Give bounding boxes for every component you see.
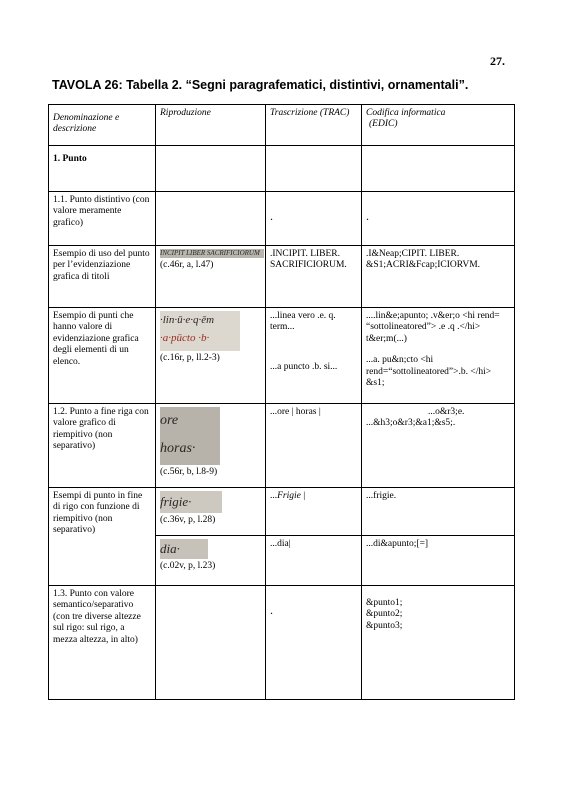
row-trac: ...ore | horas |	[266, 404, 362, 488]
row-edic: ...frigie.	[362, 488, 515, 536]
row-riproduzione	[156, 536, 266, 586]
manuscript-image	[160, 249, 264, 258]
manuscript-text: ore	[160, 413, 179, 428]
row-denominazione: 1.2. Punto a fine riga con valore grafico di riempitivo (non separativo)	[49, 404, 156, 488]
row-denominazione: 1.1. Punto distintivo (con valore meramente grafico)	[49, 192, 156, 246]
trac-italic: Frigie	[277, 491, 301, 501]
edic-line: ...&h3;o&r3;&a1;&s5;.	[366, 418, 456, 429]
header-codifica	[362, 105, 515, 146]
image-caption: (c.36v, p, l.28)	[160, 515, 216, 525]
manuscript-image	[160, 311, 240, 351]
edic-line: ....lin&e;apunto; .v&er;o <hi rend= “sottolineatored”> .e .q .</hi> t&er;m(...)	[366, 311, 500, 344]
row-trac	[266, 308, 362, 404]
table-row-section1	[49, 146, 515, 192]
table-header-row	[49, 105, 515, 146]
row-denominazione: Esempio di punti che hanno valore di evidenziazione grafica degli elementi di un elenco.	[49, 308, 156, 404]
trac-value: .	[270, 209, 273, 223]
row-riproduzione	[156, 404, 266, 488]
edic-line: ...a. pu&n;cto <hi rend=“sottolineatored”>.b. </hi> &s1;	[366, 355, 492, 388]
page-title: TAVOLA 26: Tabella 2. “Segni paragrafematici, distintivi, ornamentali”.	[52, 78, 469, 92]
table-row-1-1	[49, 192, 515, 246]
header-codifica-abbr: (EDIC)	[369, 119, 398, 130]
manuscript-text: dia·	[160, 541, 180, 556]
manuscript-image	[160, 539, 208, 559]
row-trac: ...dia|	[266, 536, 362, 586]
row-edic: .I&Neap;CIPIT. LIBER. &S1;ACRI&Fcap;ICIORVM.	[362, 246, 515, 308]
row-trac: .INCIPIT. LIBER. SACRIFICIORUM.	[266, 246, 362, 308]
edic-value: .	[366, 209, 369, 223]
manuscript-text: frigie·	[160, 494, 192, 509]
header-riproduzione: Riproduzione	[156, 105, 266, 146]
signs-table	[48, 104, 515, 700]
table-row-1-2	[49, 404, 515, 488]
manuscript-text: ·a·pūcto ·b·	[160, 332, 210, 344]
manuscript-text: INCIPIT LIBER SACRIFICIORUM	[160, 249, 260, 257]
trac-prefix: ...	[270, 491, 278, 501]
row-trac	[266, 488, 362, 536]
row-riproduzione	[156, 308, 266, 404]
table-row-example-titles	[49, 246, 515, 308]
image-caption: (c.46r, a, l.47)	[160, 260, 214, 270]
section-title: 1. Punto	[49, 146, 156, 192]
row-trac	[266, 586, 362, 700]
trac-suffix: |	[300, 491, 306, 501]
manuscript-image	[160, 491, 222, 513]
image-caption: (c.02v, p, l.23)	[160, 561, 216, 571]
row-edic	[362, 404, 515, 488]
row-trac	[266, 192, 362, 246]
row-riproduzione	[156, 192, 266, 246]
trac-value: .	[270, 603, 273, 617]
manuscript-text: horas·	[160, 441, 196, 456]
header-codifica-label: Codifica informatica	[366, 108, 446, 118]
page-number: 27.	[490, 54, 505, 68]
header-trascrizione: Trascrizione (TRAC)	[266, 105, 362, 146]
table-row-example-fill-a	[49, 488, 515, 536]
trac-line: ...a puncto .b. si...	[270, 361, 338, 372]
edic-line: &punto1;	[366, 598, 403, 608]
row-edic	[362, 586, 515, 700]
row-denominazione: 1.3. Punto con valore semantico/separativo (con tre diverse altezze sul rigo: sul rigo, a mezza altezza, in alto)	[49, 586, 156, 700]
table-row-example-list	[49, 308, 515, 404]
row-riproduzione	[156, 586, 266, 700]
row-denominazione: Esempi di punto in fine di rigo con funzione di riempitivo (non separativo)	[49, 488, 156, 586]
edic-line: ...o&r3;e.	[428, 407, 465, 417]
row-edic	[362, 192, 515, 246]
edic-line: &punto2;	[366, 609, 403, 620]
table-row-1-3	[49, 586, 515, 700]
trac-line: ...linea vero .e. q. term...	[270, 311, 336, 333]
header-denominazione: Denominazione e descrizione	[49, 105, 156, 146]
row-edic: ...di&apunto;[=]	[362, 536, 515, 586]
edic-line: &punto3;	[366, 620, 403, 631]
image-caption: (c.16r, p, ll.2-3)	[160, 353, 220, 363]
row-denominazione: Esempio di uso del punto per l’evidenziazione grafica di titoli	[49, 246, 156, 308]
image-caption: (c.56r, b, l.8-9)	[160, 467, 218, 477]
row-riproduzione	[156, 488, 266, 536]
row-edic	[362, 308, 515, 404]
manuscript-image	[160, 407, 220, 465]
row-riproduzione	[156, 246, 266, 308]
manuscript-text: ·lin·ū·e·q·ēm	[160, 314, 215, 326]
